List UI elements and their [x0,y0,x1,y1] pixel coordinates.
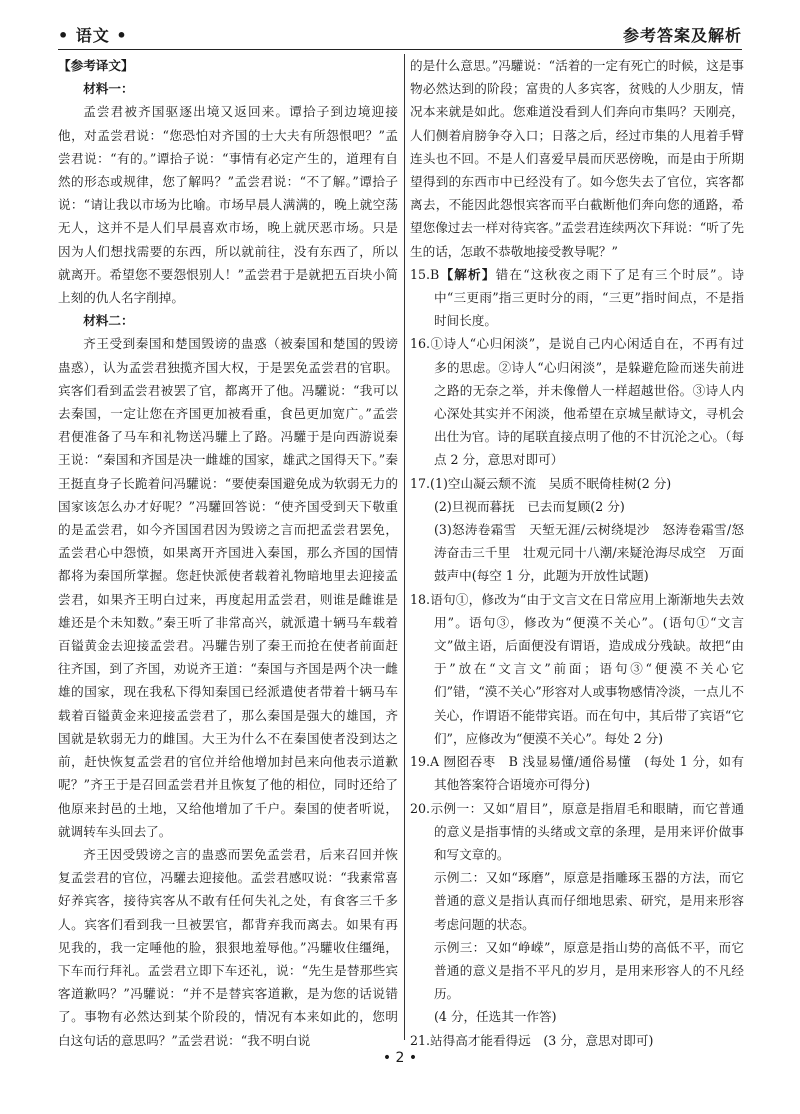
answer-21 [410,1029,744,1052]
answer-17-line-1: (1)空山凝云颓不流 吴质不眠倚桂树(2 分) [430,475,672,491]
page-number: • 2 • [382,1050,418,1066]
answer-18 [410,588,744,750]
header-title: 参考答案及解析 [622,26,742,45]
answer-15-number: 15.B [410,266,440,282]
answer-19-number: 19. [410,754,431,770]
column-divider [404,54,405,1040]
answer-19 [410,750,744,796]
answer-16 [410,332,744,471]
answer-20-example-3: 示例三：又如“峥嵘”，原意是指山势的高低不平，而它普通的意义是指不平凡的岁月，是用来形容人的不凡经历。 [433,939,744,1002]
answer-19-text: A 囫囵吞枣 B 浅显易懂/通俗易懂 (每处 1 分，如有其他答案符合语境亦可得分) [430,754,744,793]
section-title: 【参考译文】 [58,58,134,73]
answer-17-number: 17. [410,475,431,491]
answer-17-line-3: (3)怒涛卷霜雪 天堑无涯/云树绕堤沙 怒涛卷霜雪/怒涛奋击三千里 壮观元同十八潮/来疑沧海尽成空 万面鼓声中(每空 1 分，此题为开放性试题) [433,522,744,584]
answer-20 [410,797,744,867]
subject-label: • 语文 • [58,26,128,45]
answer-20-number: 20. [410,800,431,816]
answer-16-text: ①诗人“心归闲淡”，是说自己内心闲适自在，不再有过多的思虑。②诗人“心归闲淡”，是躲避危险而迷失前进之路的无奈之举，并未像僧人一样超越世俗。③诗人内心深处其实并不闲淡，他希望在京城呈献诗文，寻机会出仕为官。诗的尾联直接点明了他的不甘沉沦之心。（每点 2 分，意思对即可） [430,336,744,468]
material2-paragraph-2: 齐王因受毁谤之言的蛊惑而罢免孟尝君，后来召回并恢复孟尝君的官位，冯驩去迎接他。孟尝君感叹说：“我素常喜好养宾客，接待宾客从不敢有任何失礼之处，有食客三千多人。宾客们看到我一旦被罢官，都背弃我而离去。如果有再见我的，我一定唾他的脸，狠狠地羞辱他。”冯驩收住缰绳，下车而行拜礼。孟尝君立即下车还礼，说：“先生是替那些宾客道歉吗？”冯驩说：“并不是替宾客道歉，是为您的话说错了。事物有必然达到某个阶段的，情况有本来如此的，您明白这句话的意思吗？”孟尝君说：“我不明白说 [58,846,398,1048]
translation-continued: 的是什么意思。”冯驩说：“活着的一定有死亡的时候，这是事物必然达到的阶段；富贵的人多宾客，贫贱的人少朋友，情况本来就是如此。您难道没看到人们奔向市集吗？天刚亮，人们侧着肩膀争夺入口；日落之后，经过市集的人甩着手臂连头也不回。不是人们喜爱早晨而厌恶傍晚，而是由于所期望得到的东西市中已经没有了。如今您失去了官位，宾客都离去，不能因此怨恨宾客而平白截断他们奔向您的通路，希望您像过去一样对待宾客。”孟尝君连续两次下拜说：“听了先生的话，怎敢不恭敬地接受教导呢？” [410,58,745,259]
right-column [410,54,744,1052]
answer-21-text: 站得高才能看得远 (3 分，意思对即可) [430,1032,654,1048]
answer-21-number: 21. [410,1032,431,1048]
answer-15-text: 错在“这秋夜之雨下了足有三个时辰”。诗中“三更雨”指三更时分的雨，“三更”指时间点，不是指时间长度。 [433,266,744,329]
material1-title: 材料一： [83,81,134,97]
material2-title: 材料二： [83,313,134,329]
answer-17 [410,472,744,495]
answer-18-number: 18. [410,591,431,607]
answer-15 [410,263,744,333]
answer-20-example-2: 示例二：又如“琢磨”，原意是指雕琢玉器的方法，而它普通的意义是指认真而仔细地思索、研究，是用来形容考虑问题的状态。 [433,870,744,932]
material2-paragraph-1: 齐王受到秦国和楚国毁谤的蛊惑（被秦国和楚国的毁谤蛊惑），认为孟尝君独揽齐国大权，于是罢免孟尝君的官职。宾客们看到孟尝君被罢了官，都离开了他。冯驩说：“我可以去秦国，一定让您在齐国更加被看重，食邑更加宽广。”孟尝君便准备了马车和礼物送冯驩上了路。冯驩于是向西游说秦王说：“秦国和齐国是决一雌雄的国家，雄武之国得天下。”秦王挺直身子长跪着问冯驩说：“要使秦国避免成为软弱无力的国家该怎么办才好呢？”冯驩回答说：“使齐国受到天下敬重的是孟尝君，如今齐国国君因为毁谤之言而把孟尝君罢免，孟尝君心中怨愤，如果离开齐国进入秦国，那么齐国的国情都将为秦国所掌握。您赶快派使者载着礼物暗地里去迎接孟尝君，如果齐王明白过来，再度起用孟尝君，则谁是雌谁是雄还是个未知数。”秦王听了非常高兴，就派遣十辆马车载着百镒黄金去迎接孟尝君。冯驩告别了秦王而抢在使者前面赶往齐国，到了齐国，劝说齐王道：“秦国与齐国是两个决一雌雄的国家，现在我私下得知秦国已经派遣使者带着十辆马车载着百镒黄金来迎接孟尝君了，那么秦国是强大的雄国，齐国就是软弱无力的雌国。大王为什么不在秦国使者没到达之前，赶快恢复孟尝君的官位并给他增加封邑来向他表示道歉呢？”齐王于是召回孟尝君并且恢复了他的相位，同时还给了他原来封邑的土地，又给他增加了千户。秦国的使者听说，就调转车头回去了。 [58,336,398,839]
material1-paragraph: 孟尝君被齐国驱逐出境又返回来。谭拾子到边境迎接他，对孟尝君说：“您恐怕对齐国的士大夫有所怨恨吧？”孟尝君说：“有的。”谭拾子说：“事情有必定产生的，道理有自然的形态或规律，您了解吗？”孟尝君说：“不了解。”谭拾子说：“请让我以市场为比喻。市场早晨人满满的，晚上就空荡无人，这并不是人们早晨喜欢市场，晚上就厌恶市场。只是因为人们想找需要的东西，所以就前往，没有东西了，所以就离开。希望您不要怨恨别人！”孟尝君于是就把五百块小简上刻的仇人名字削掉。 [58,104,398,306]
page-header [58,16,742,50]
answer-20-example-1: 示例一：又如“眉目”，原意是指眉毛和眼睛，而它普通的意义是指事情的头绪或文章的条理，是用来评价做事和写文章的。 [430,800,744,862]
answer-20-note: (4 分，任选其一作答) [433,1009,557,1025]
answer-17-line-2: (2)旦视而暮抚 已去而复顾(2 分) [433,498,625,514]
left-column [58,54,398,1052]
answer-16-number: 16. [410,336,431,352]
answer-18-text: 语句①，修改为“由于文言文在日常应用上渐渐地失去效用”。语句③，修改为“便漠不关心”。(语句①“文言文”做主语，后面便没有谓语，造成成分残缺。故把“由于”放在“文言文”前面；语句③“便漠不关心它们”错，“漠不关心”形容对人或事物感情冷淡，一点儿不关心，作谓语不能带宾语。而在句中，其后带了宾语“它们”，应修改为“便漠不关心”。每处 2 分) [430,591,744,746]
analysis-tag: 【解析】 [439,266,496,282]
